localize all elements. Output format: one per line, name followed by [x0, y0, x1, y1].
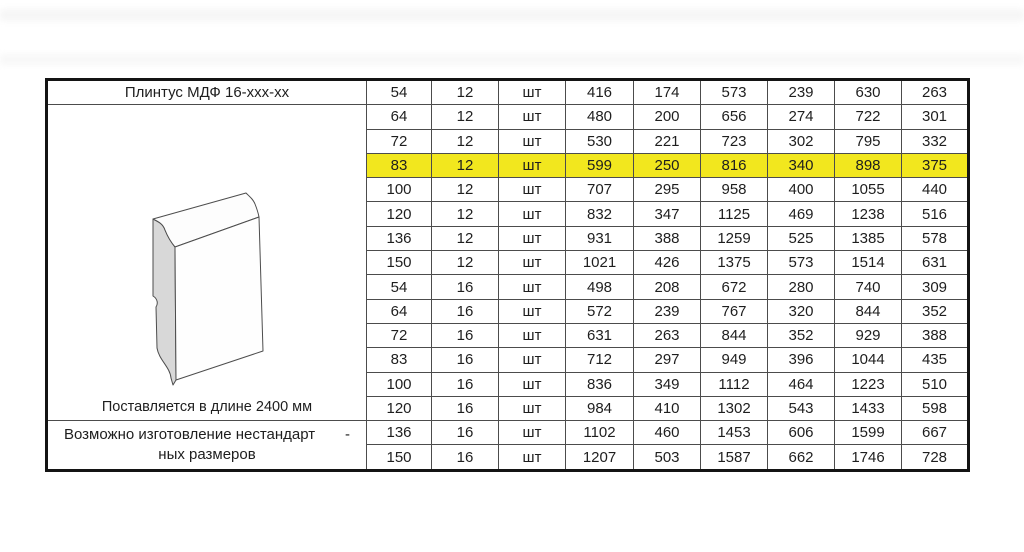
cell-price-5: 929	[835, 323, 902, 347]
cell-price-4: 340	[768, 153, 835, 177]
cell-price-5: 1746	[835, 445, 902, 470]
cell-price-1: 836	[566, 372, 634, 396]
cell-price-2: 239	[634, 299, 701, 323]
cell-price-2: 297	[634, 348, 701, 372]
cell-price-3: 723	[701, 129, 768, 153]
table-row	[47, 80, 969, 105]
drawing-cell	[47, 105, 367, 421]
cell-width: 64	[367, 299, 432, 323]
cell-unit: шт	[499, 226, 566, 250]
cell-price-6: 598	[902, 396, 969, 420]
cell-price-5: 740	[835, 275, 902, 299]
cell-price-4: 320	[768, 299, 835, 323]
cell-width: 54	[367, 80, 432, 105]
cell-price-5: 844	[835, 299, 902, 323]
cell-price-3: 816	[701, 153, 768, 177]
cell-price-2: 347	[634, 202, 701, 226]
cell-price-3: 949	[701, 348, 768, 372]
cell-unit: шт	[499, 129, 566, 153]
cell-price-3: 1587	[701, 445, 768, 470]
cell-price-5: 1238	[835, 202, 902, 226]
cell-width: 83	[367, 348, 432, 372]
cell-price-6: 263	[902, 80, 969, 105]
cell-price-4: 525	[768, 226, 835, 250]
price-table	[45, 78, 970, 472]
cell-price-5: 1223	[835, 372, 902, 396]
cell-price-4: 302	[768, 129, 835, 153]
cell-price-5: 1599	[835, 421, 902, 445]
cell-price-3: 844	[701, 323, 768, 347]
cell-price-1: 707	[566, 178, 634, 202]
custom-note-line2: ных размеров	[158, 445, 256, 463]
cell-price-3: 767	[701, 299, 768, 323]
table-row	[47, 105, 969, 129]
cell-price-2: 200	[634, 105, 701, 129]
cell-price-4: 573	[768, 251, 835, 275]
cell-unit: шт	[499, 178, 566, 202]
cell-thickness: 12	[432, 178, 499, 202]
cell-price-4: 280	[768, 275, 835, 299]
cell-price-4: 469	[768, 202, 835, 226]
cell-price-6: 375	[902, 153, 969, 177]
cell-price-1: 416	[566, 80, 634, 105]
cell-width: 100	[367, 178, 432, 202]
cell-price-5: 1385	[835, 226, 902, 250]
cell-width: 100	[367, 372, 432, 396]
cell-price-3: 1125	[701, 202, 768, 226]
length-note: Поставляется в длине 2400 мм	[101, 399, 313, 416]
cell-price-6: 435	[902, 348, 969, 372]
cell-price-3: 1375	[701, 251, 768, 275]
cell-price-5: 795	[835, 129, 902, 153]
cell-unit: шт	[499, 421, 566, 445]
cell-price-2: 208	[634, 275, 701, 299]
cell-width: 136	[367, 226, 432, 250]
cell-price-2: 460	[634, 421, 701, 445]
cell-price-6: 388	[902, 323, 969, 347]
cell-unit: шт	[499, 105, 566, 129]
custom-note-hyphen: -	[345, 426, 350, 444]
table-body	[47, 80, 969, 471]
cell-thickness: 12	[432, 202, 499, 226]
cell-price-4: 239	[768, 80, 835, 105]
cell-price-6: 332	[902, 129, 969, 153]
cell-price-5: 1433	[835, 396, 902, 420]
cell-price-4: 662	[768, 445, 835, 470]
cell-price-1: 931	[566, 226, 634, 250]
cell-price-2: 295	[634, 178, 701, 202]
cell-width: 54	[367, 275, 432, 299]
cell-price-1: 631	[566, 323, 634, 347]
cell-thickness: 12	[432, 80, 499, 105]
cell-thickness: 12	[432, 226, 499, 250]
cell-price-6: 667	[902, 421, 969, 445]
cell-price-1: 1207	[566, 445, 634, 470]
cell-price-4: 464	[768, 372, 835, 396]
cell-width: 72	[367, 129, 432, 153]
product-title-cell: Плинтус МДФ 16-xxx-xx	[47, 80, 367, 105]
cell-unit: шт	[499, 80, 566, 105]
cell-price-1: 1102	[566, 421, 634, 445]
cell-price-1: 984	[566, 396, 634, 420]
cell-unit: шт	[499, 372, 566, 396]
cell-thickness: 16	[432, 275, 499, 299]
cell-price-6: 578	[902, 226, 969, 250]
cell-price-3: 656	[701, 105, 768, 129]
cell-price-6: 510	[902, 372, 969, 396]
cell-price-6: 516	[902, 202, 969, 226]
cell-price-5: 1055	[835, 178, 902, 202]
cell-price-5: 722	[835, 105, 902, 129]
cell-price-6: 301	[902, 105, 969, 129]
cell-price-3: 1112	[701, 372, 768, 396]
cell-price-6: 631	[902, 251, 969, 275]
cell-price-5: 898	[835, 153, 902, 177]
cell-price-6: 309	[902, 275, 969, 299]
cell-unit: шт	[499, 275, 566, 299]
cell-unit: шт	[499, 396, 566, 420]
cell-price-3: 1259	[701, 226, 768, 250]
cell-price-3: 672	[701, 275, 768, 299]
cell-price-6: 440	[902, 178, 969, 202]
cell-price-1: 599	[566, 153, 634, 177]
table-row	[47, 421, 969, 445]
cell-price-3: 573	[701, 80, 768, 105]
cell-price-5: 1514	[835, 251, 902, 275]
cell-price-4: 606	[768, 421, 835, 445]
cell-unit: шт	[499, 153, 566, 177]
cell-price-4: 400	[768, 178, 835, 202]
custom-note-line1: Возможно изготовление нестандарт	[64, 426, 316, 444]
cell-price-5: 630	[835, 80, 902, 105]
ghost-artifact	[0, 54, 1024, 65]
cell-unit: шт	[499, 299, 566, 323]
cell-unit: шт	[499, 323, 566, 347]
cell-width: 120	[367, 396, 432, 420]
cell-thickness: 16	[432, 421, 499, 445]
cell-price-2: 263	[634, 323, 701, 347]
cell-thickness: 16	[432, 348, 499, 372]
cell-unit: шт	[499, 445, 566, 470]
cell-width: 150	[367, 445, 432, 470]
cell-thickness: 12	[432, 251, 499, 275]
cell-unit: шт	[499, 202, 566, 226]
cell-price-3: 1302	[701, 396, 768, 420]
cell-unit: шт	[499, 251, 566, 275]
cell-thickness: 16	[432, 299, 499, 323]
cell-price-1: 712	[566, 348, 634, 372]
cell-price-2: 174	[634, 80, 701, 105]
cell-price-1: 530	[566, 129, 634, 153]
cell-price-1: 832	[566, 202, 634, 226]
cell-price-1: 572	[566, 299, 634, 323]
cell-width: 136	[367, 421, 432, 445]
cell-thickness: 12	[432, 105, 499, 129]
cell-width: 72	[367, 323, 432, 347]
cell-price-2: 250	[634, 153, 701, 177]
cell-price-2: 410	[634, 396, 701, 420]
plinth-profile-drawing	[138, 191, 293, 387]
ghost-artifact	[0, 9, 1024, 21]
cell-thickness: 16	[432, 396, 499, 420]
cell-price-4: 274	[768, 105, 835, 129]
cell-thickness: 12	[432, 129, 499, 153]
cell-price-4: 396	[768, 348, 835, 372]
custom-size-cell	[47, 421, 367, 471]
custom-size-note	[48, 425, 366, 464]
cell-thickness: 16	[432, 323, 499, 347]
cell-price-1: 1021	[566, 251, 634, 275]
cell-price-6: 728	[902, 445, 969, 470]
cell-thickness: 16	[432, 445, 499, 470]
cell-price-1: 498	[566, 275, 634, 299]
plinth-drawing-area	[48, 105, 366, 420]
cell-width: 64	[367, 105, 432, 129]
cell-price-1: 480	[566, 105, 634, 129]
cell-price-5: 1044	[835, 348, 902, 372]
cell-thickness: 16	[432, 372, 499, 396]
cell-price-4: 352	[768, 323, 835, 347]
cell-price-3: 958	[701, 178, 768, 202]
cell-price-6: 352	[902, 299, 969, 323]
cell-width: 83	[367, 153, 432, 177]
cell-price-2: 349	[634, 372, 701, 396]
cell-thickness: 12	[432, 153, 499, 177]
cell-price-2: 426	[634, 251, 701, 275]
cell-price-4: 543	[768, 396, 835, 420]
cell-width: 150	[367, 251, 432, 275]
cell-price-2: 221	[634, 129, 701, 153]
cell-price-3: 1453	[701, 421, 768, 445]
cell-price-2: 388	[634, 226, 701, 250]
cell-unit: шт	[499, 348, 566, 372]
cell-width: 120	[367, 202, 432, 226]
cell-price-2: 503	[634, 445, 701, 470]
